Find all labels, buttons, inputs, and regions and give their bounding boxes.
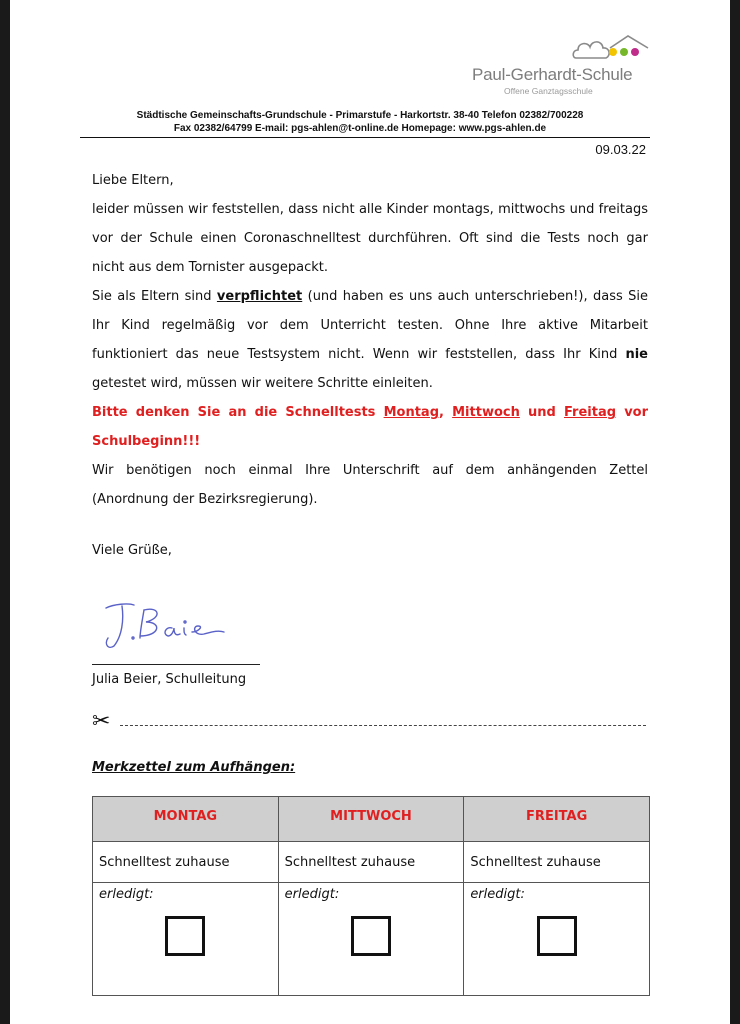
scissors-icon: ✂ (92, 708, 111, 733)
emphasis-verpflichtet: verpflichtet (216, 289, 303, 304)
emphasis-nie: nie (625, 347, 648, 362)
checkbox-friday[interactable] (537, 916, 577, 956)
cutout-title: Merkzettel zum Aufhängen: (92, 760, 296, 775)
cloud-house-icon (572, 30, 652, 64)
paragraph-3: Wir benötigen noch einmal Ihre Unterschrift auf dem anhängenden Zettel (Anordnung der Bezirksregierung). (92, 463, 648, 507)
paragraph-2-text-b: (und haben es uns auch unterschrieben!), dass Sie Ihr Kind regelmäßig vor dem Unterricht testen. Ohne Ihre aktive Mitarbeit funktioniert das neue Testsystem nicht. Wenn wir feststellen, dass Ihr Kind (92, 289, 648, 362)
reminder-text-a: Bitte denken Sie an die Schnelltests (92, 405, 384, 420)
table-row (93, 883, 650, 996)
letterhead-line-1: Städtische Gemeinschafts-Grundschule - Primarstufe - Harkortstr. 38-40 Telefon 02382/700228 (136, 110, 584, 121)
paragraph-2-text-a: Sie als Eltern sind (92, 289, 217, 304)
reminder-and: und (519, 405, 564, 420)
letter-date: 09.03.22 (595, 142, 646, 157)
header-friday: FREITAG (464, 797, 650, 842)
paragraph-2 (92, 282, 648, 398)
letterhead-rule (80, 137, 650, 138)
test-label-wednesday: Schnelltest zuhause (278, 842, 464, 883)
letterhead-info (80, 109, 640, 135)
reminder-monday: Montag (383, 405, 440, 420)
header-monday: MONTAG (93, 797, 279, 842)
school-name: Paul-Gerhardt-Schule (472, 65, 633, 84)
done-label: erledigt: (99, 887, 154, 902)
done-label: erledigt: (470, 887, 525, 902)
school-subtitle: Offene Ganztagsschule (504, 86, 593, 96)
test-reminder-table (92, 796, 650, 996)
signature-line (92, 664, 260, 665)
school-logo (472, 30, 662, 100)
done-cell-monday (93, 883, 279, 996)
checkbox-monday[interactable] (165, 916, 205, 956)
done-label: erledigt: (284, 887, 340, 902)
handwritten-signature (100, 598, 230, 654)
closing: Viele Grüße, (92, 543, 172, 558)
letter-page (10, 0, 730, 1024)
letterhead-line-2: Fax 02382/64799 E-mail: pgs-ahlen@t-online.de Homepage: www.pgs-ahlen.de (173, 123, 547, 134)
letter-body (92, 166, 648, 514)
table-row (93, 842, 650, 883)
paragraph-2-text-c: getestet wird, müssen wir weitere Schritte einleiten. (92, 376, 433, 391)
reminder-wednesday: Mittwoch (452, 405, 520, 420)
cut-line (120, 725, 646, 726)
table-header-row (93, 797, 650, 842)
reminder-text-b: vor Schulbeginn!!! (92, 405, 649, 449)
reminder-paragraph (92, 398, 648, 456)
done-cell-wednesday (278, 883, 464, 996)
done-cell-friday (464, 883, 650, 996)
checkbox-wednesday[interactable] (351, 916, 391, 956)
signer-name: Julia Beier, Schulleitung (92, 672, 247, 687)
test-label-friday: Schnelltest zuhause (464, 842, 650, 883)
reminder-friday: Freitag (564, 405, 617, 420)
paragraph-1: leider müssen wir feststellen, dass nicht alle Kinder montags, mittwochs und freitags vor der Schule einen Coronaschnelltest durchführen. Oft sind die Tests noch gar nicht aus dem Tornister ausgepackt. (92, 202, 648, 275)
test-label-monday: Schnelltest zuhause (93, 842, 279, 883)
header-wednesday: MITTWOCH (278, 797, 464, 842)
salutation: Liebe Eltern, (92, 173, 174, 188)
reminder-comma: , (439, 405, 453, 420)
